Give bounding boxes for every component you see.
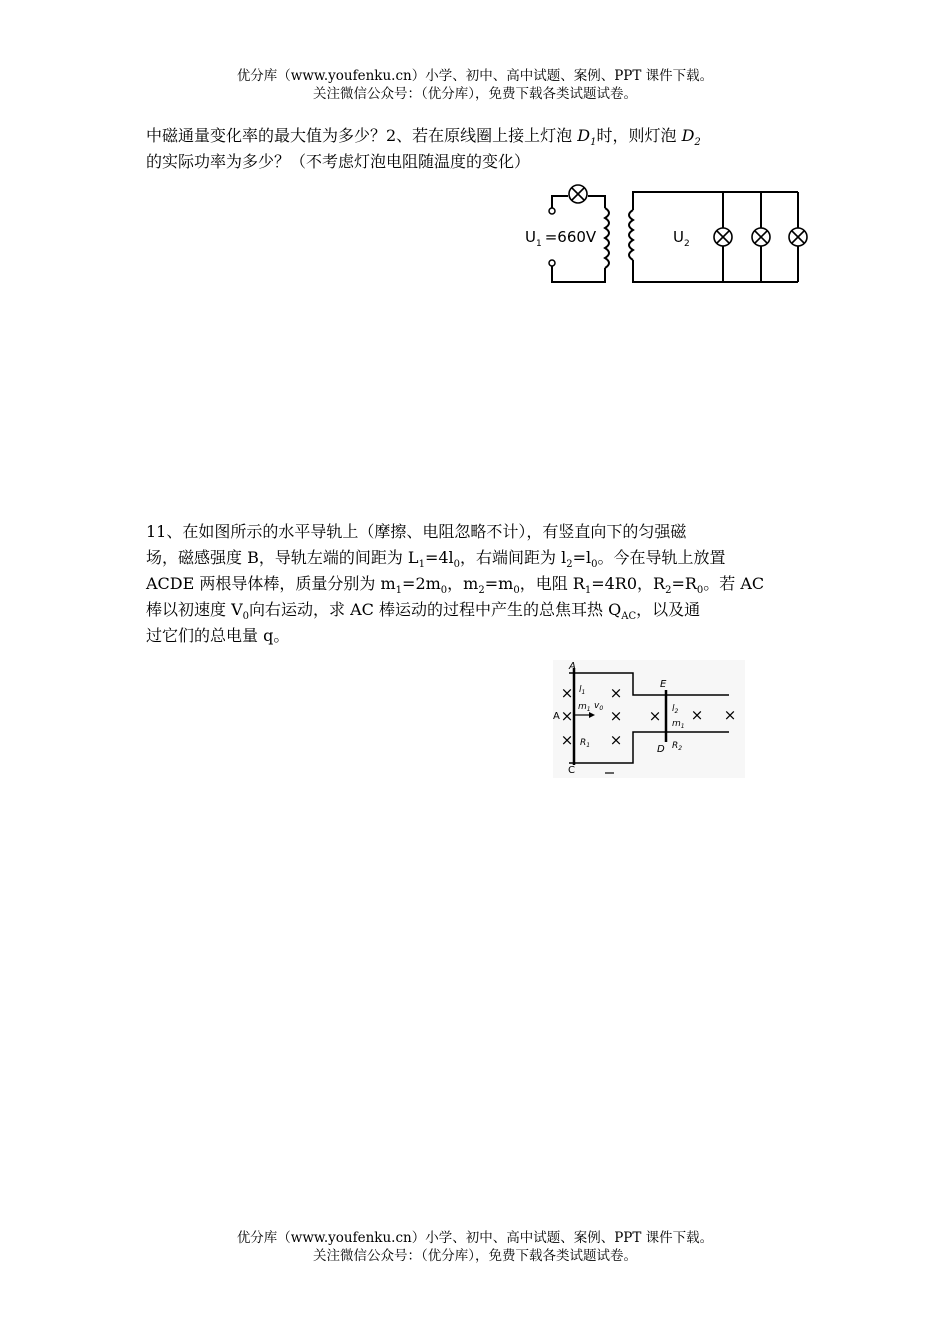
label-l2: $l_2$ — [672, 704, 679, 715]
svg-text:×: × — [648, 707, 662, 725]
u2-label: $U_2$ — [673, 228, 690, 249]
svg-text:×: × — [560, 707, 574, 725]
terminal-icon — [549, 208, 555, 214]
q11-line-1: 11、在如图所示的水平导轨上（摩擦、电阻忽略不计），有竖直向下的匀强磁 — [146, 522, 687, 541]
page-footer — [0, 1229, 950, 1265]
label-v0: $v_0$ — [594, 701, 604, 712]
lamp-icon — [752, 228, 770, 246]
header-line-2: 关注微信公众号：（优分库），免费下载各类试题试卷。 — [313, 86, 637, 102]
svg-text:×: × — [609, 684, 623, 702]
label-m1: $m_1$ — [578, 702, 591, 713]
question-10-text — [146, 123, 808, 175]
svg-text:×: × — [690, 706, 704, 724]
q11-line-3: ACDE 两根导体棒，质量分别为 $m_1=2m_0$，$m_2=m_0$，电阻 $R_1=4R0$，$R_2=R_0$。若 AC — [146, 574, 765, 597]
label-e: E — [660, 679, 667, 690]
header-line-1: 优分库（www.youfenku.cn）小学、初中、高中试题、案例、PPT 课件下载。 — [236, 68, 714, 84]
label-a-left: A — [553, 711, 560, 722]
footer-line-2: 关注微信公众号：（优分库），免费下载各类试题试卷。 — [313, 1248, 637, 1264]
terminal-icon — [549, 260, 555, 266]
label-r1: $R_1$ — [580, 738, 591, 749]
svg-text:×: × — [560, 684, 574, 702]
label-l1: $l_1$ — [579, 685, 586, 696]
q11-line-5: 过它们的总电量 q。 — [146, 626, 290, 645]
q11-line-4: 棒以初速度 $V_0$向右运动，求 AC 棒运动的过程中产生的总焦耳热 $Q_{AC}$，以及通 — [146, 600, 701, 623]
rail-figure — [553, 660, 745, 778]
label-a-top: A — [569, 661, 576, 672]
q11-line-2: 场，磁感强度 B，导轨左端的间距为 $L_1=4l_0$，右端间距为 $l_2=l_0$。今在导轨上放置 — [146, 548, 726, 571]
u1-label: $U_1 =660V$ — [525, 228, 597, 249]
question-11-text — [146, 519, 808, 649]
svg-text:×: × — [723, 706, 737, 724]
q10-line-2: 的实际功率为多少？（不考虑灯泡电阻随温度的变化） — [146, 152, 531, 171]
q10-line-1: 中磁通量变化率的最大值为多少？2、若在原线圈上接上灯泡 $D_1$时，则灯泡 $D_2$ — [146, 126, 701, 149]
label-r2: $R_2$ — [672, 741, 683, 752]
lamp-icon — [714, 228, 732, 246]
lamp-icon — [789, 228, 807, 246]
footer-line-1: 优分库（www.youfenku.cn）小学、初中、高中试题、案例、PPT 课件下载。 — [236, 1230, 714, 1246]
label-m2: $m_1$ — [672, 719, 685, 730]
transformer-circuit-figure — [515, 180, 815, 290]
label-d: D — [657, 744, 665, 755]
label-c: C — [568, 765, 575, 776]
page-header — [0, 67, 950, 103]
svg-text:×: × — [560, 731, 574, 749]
svg-text:×: × — [609, 731, 623, 749]
svg-text:×: × — [609, 707, 623, 725]
lamp-icon — [569, 185, 587, 203]
